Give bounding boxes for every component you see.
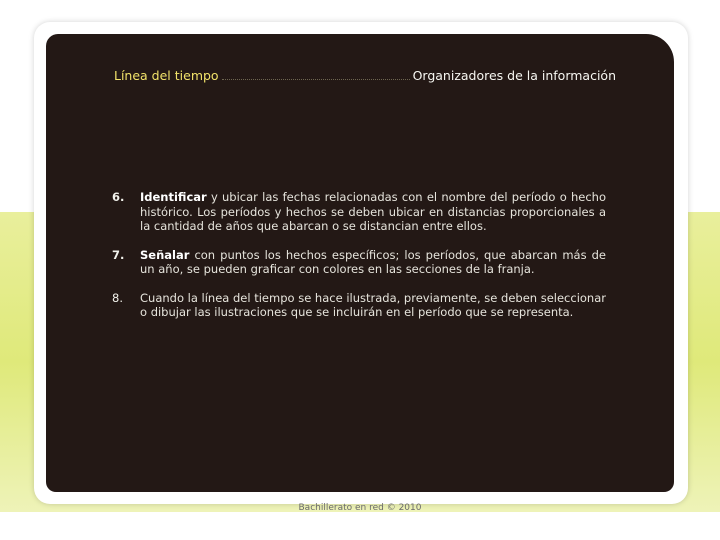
item-body: Cuando la línea del tiempo se hace ilustrada, previamente, se deben seleccionar o dibujar las ilustraciones que se incluirán en el período que se representa. bbox=[140, 290, 606, 319]
list-item bbox=[112, 291, 606, 320]
item-keyword: Identificar bbox=[140, 190, 207, 204]
header-right-title: Organizadores de la información bbox=[412, 68, 616, 83]
item-keyword: Señalar bbox=[140, 247, 190, 262]
header-left-title: Línea del tiempo bbox=[114, 68, 219, 83]
header-dotted-leader bbox=[222, 78, 410, 80]
slide-header bbox=[114, 68, 616, 86]
item-text bbox=[140, 291, 606, 320]
item-number: 8. bbox=[112, 290, 123, 305]
steps-list bbox=[112, 190, 606, 334]
item-text bbox=[140, 190, 606, 234]
item-number: 7. bbox=[112, 247, 125, 262]
item-text bbox=[140, 248, 606, 277]
item-number: 6. bbox=[112, 190, 125, 204]
footer-copyright: Bachillerato en red © 2010 bbox=[298, 503, 422, 513]
list-item bbox=[112, 190, 606, 234]
list-item bbox=[112, 248, 606, 277]
item-body: y ubicar las fechas relacionadas con el nombre del período o hecho histórico. Los períodos y hechos se deben ubicar en distancias proporcionales a la cantidad de años que abarcan o se distancian entre ellos. bbox=[140, 190, 606, 233]
item-body: con puntos los hechos específicos; los períodos, que abarcan más de un año, se pueden graficar con colores en las secciones de la franja. bbox=[140, 247, 606, 276]
